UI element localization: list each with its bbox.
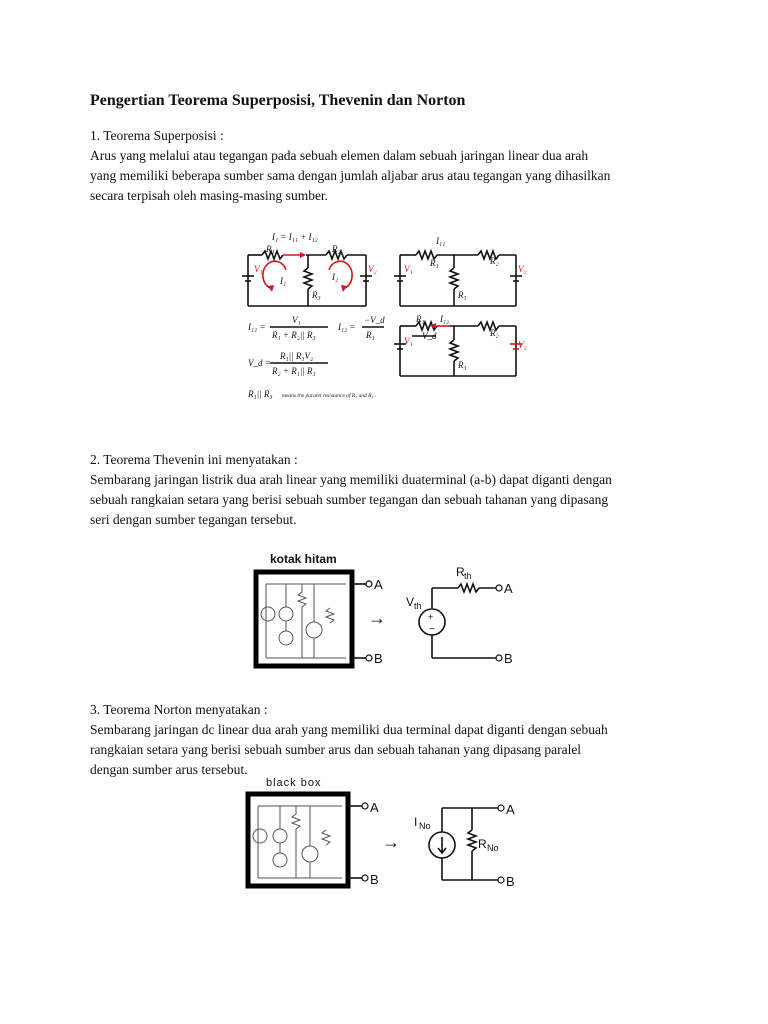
terminal-b (348, 872, 379, 887)
label-r2: R₂ (490, 328, 499, 338)
label-v2: V₂ (518, 340, 527, 350)
label-v2: V₂ (368, 264, 377, 274)
body-line: Arus yang melalui atau tegangan pada sebuah elemen dalam sebuah jaringan linear dua arah (90, 148, 589, 163)
body-line: rangkaian setara yang berisi sebuah sumber arus dan sebuah tahanan yang dipasang paralel (90, 742, 582, 757)
superposition-v1-circuit (394, 236, 527, 306)
thevenin-figure (250, 548, 530, 678)
ino-label: I (414, 815, 418, 829)
superposition-equations (247, 315, 385, 399)
label-v1: V₁ (254, 264, 263, 274)
body-line: seri dengan sumber tegangan tersebut. (90, 512, 297, 527)
svg-text:−: − (429, 624, 435, 635)
eq-vd-denominator: R₂ + R₁|| R₃ (272, 366, 316, 376)
equiv-terminal-a-label: A (504, 581, 513, 596)
label-r3: R₃ (458, 360, 467, 370)
eq-i11-denominator: R₁ + R₂|| R₃ (272, 330, 316, 340)
vth-subscript: th (414, 601, 422, 611)
eq-i12-numerator: −V_d (364, 315, 385, 325)
vth-label: V (406, 595, 415, 609)
superposition-v2-circuit (394, 314, 527, 376)
black-box-label: kotak hitam (270, 552, 337, 566)
black-box-label: black box (266, 777, 322, 789)
label-r1: R₁ (430, 258, 439, 268)
svg-text:+: + (428, 612, 434, 622)
note-symbol: R₁|| R₃ (248, 389, 273, 399)
section-heading: 3. Teorema Norton menyatakan : (90, 702, 268, 717)
rno-label: R (478, 837, 487, 851)
label-r1: R₁ (416, 314, 425, 324)
label-r2: R₂ (332, 244, 341, 254)
black-box (248, 794, 348, 886)
equiv-terminal-b-label: B (506, 874, 515, 889)
equiv-terminal-b-label: B (504, 651, 513, 666)
equiv-terminal-a-label: A (506, 802, 515, 817)
label-v2: V₂ (518, 264, 527, 274)
terminal-a-label: A (370, 800, 379, 815)
label-v1: V₁ (404, 336, 413, 346)
terminal-b-label: B (374, 651, 383, 666)
label-r1: R₁ (266, 244, 275, 254)
label-vd: V_d (422, 331, 437, 341)
label-v1: V₁ (404, 264, 413, 274)
norton-equivalent-circuit (414, 802, 515, 889)
eq-vd-lhs: V_d = (248, 358, 271, 368)
body-line: yang memiliki beberapa sumber sama dengan jumlah aljabar arus atau tegangan yang dihasilkan (90, 168, 611, 183)
black-box (256, 572, 352, 666)
label-i2: I₂ (332, 272, 339, 282)
body-line: secara terpisah oleh masing-masing sumber. (90, 188, 329, 203)
terminal-a (348, 800, 379, 815)
superposition-figure (240, 228, 530, 408)
body-line: dengan sumber arus tersebut. (90, 762, 248, 777)
label-i12: I₁₂ (440, 314, 450, 324)
note-text: means the paralel resistance of R₁ and R₃ . (282, 393, 377, 399)
eq-vd-numerator: R₁|| R₃V₂ (280, 351, 314, 361)
arrow-equivalent: → (368, 608, 386, 628)
eq-i12-denominator: R₁ (366, 330, 375, 340)
label-i11: I₁₁ (436, 236, 446, 246)
label-r3: R₃ (312, 290, 321, 300)
page-title: Pengertian Teorema Superposisi, Thevenin dan Norton (90, 92, 466, 109)
terminal-a (352, 577, 383, 592)
body-line: Sembarang jaringan listrik dua arah linear yang memiliki duaterminal (a-b) dapat diganti dengan (90, 472, 612, 487)
superposition-full-circuit (242, 232, 377, 306)
rth-label: R (456, 565, 465, 579)
body-line: Sembarang jaringan dc linear dua arah yang memiliki dua terminal dapat diganti dengan sebuah (90, 722, 608, 737)
rth-subscript: th (464, 571, 472, 581)
ino-subscript: No (419, 821, 431, 831)
label-i1: I₁ (280, 276, 287, 286)
section-heading: 1. Teorema Superposisi : (90, 128, 224, 143)
label-r2: R₂ (490, 256, 499, 266)
arrow-equivalent: → (382, 832, 400, 852)
eq-i11-numerator: V₁ (292, 315, 301, 325)
section-thevenin (90, 450, 690, 530)
terminal-a-label: A (374, 577, 383, 592)
section-norton (90, 700, 690, 780)
eq-i11-lhs: I₁₁ = (248, 322, 266, 332)
norton-figure (242, 772, 532, 897)
current-sum-equation: I₁ = I₁₁ + I₁₂ (272, 232, 318, 242)
terminal-b (352, 651, 383, 666)
rno-subscript: No (487, 843, 499, 853)
body-line: sebuah rangkaian setara yang berisi sebuah sumber tegangan dan sebuah tahanan yang dipasang (90, 492, 609, 507)
section-superposition (90, 126, 690, 206)
section-heading: 2. Teorema Thevenin ini menyatakan : (90, 452, 298, 467)
terminal-b-label: B (370, 872, 379, 887)
label-r3: R₃ (458, 290, 467, 300)
eq-i12-lhs: I₁₂ = (338, 322, 356, 332)
thevenin-equivalent-circuit (406, 565, 513, 666)
